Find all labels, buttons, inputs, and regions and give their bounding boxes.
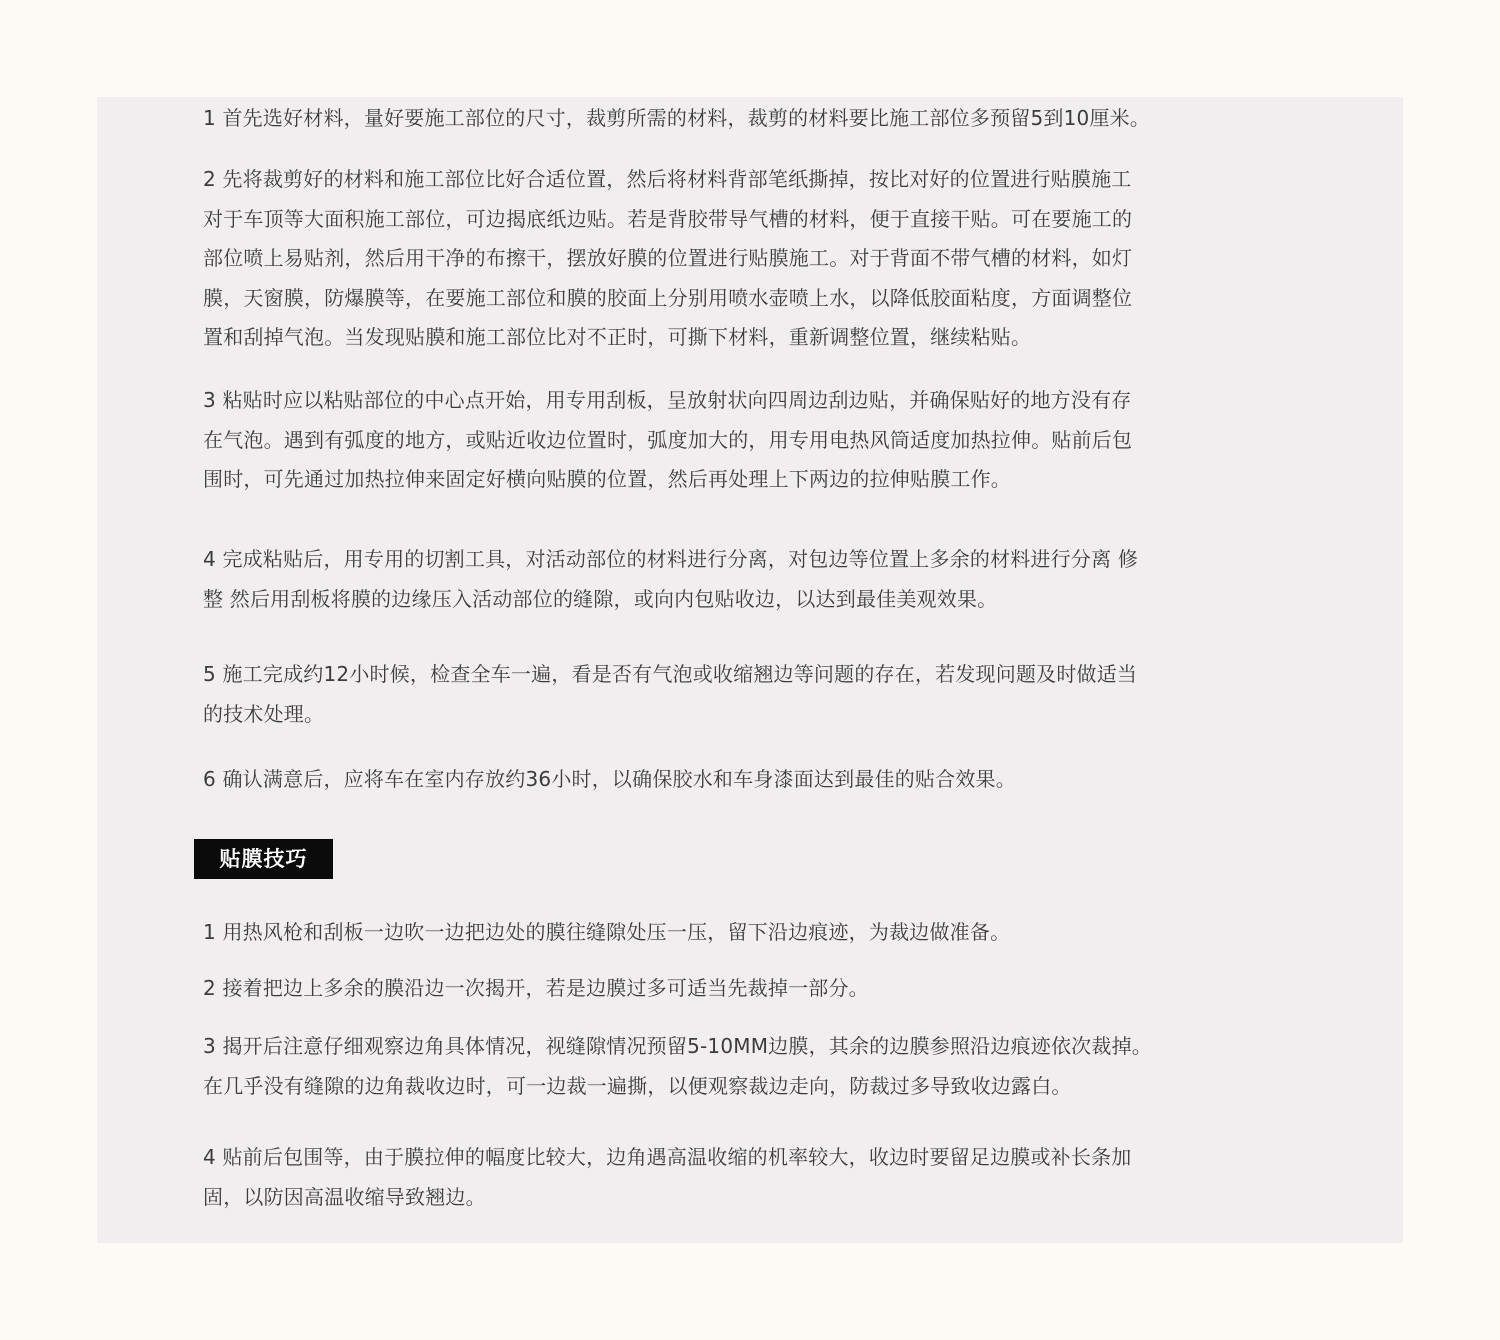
tip-4: 4 贴前后包围等，由于膜拉伸的幅度比较大，边角遇高温收缩的机率较大，收边时要留足边膜或补长条加 固，以防因高温收缩导致翘边。: [203, 1145, 1132, 1209]
tip-1: 1 用热风枪和刮板一边吹一边把边处的膜往缝隙处压一压，留下沿边痕迹，为裁边做准备。: [203, 920, 1011, 944]
step-3: 3 粘贴时应以粘贴部位的中心点开始，用专用刮板，呈放射状向四周边刮边贴，并确保贴好的地方没有存 在气泡。遇到有弧度的地方，或贴近收边位置时，弧度加大的，用专用电热风筒适度加热拉伸。贴前后包 围时，可先通过加热拉伸来固定好横向贴膜的位置，然后再处理上下两边的拉伸贴膜工作。: [203, 388, 1133, 491]
step-2: 2 先将裁剪好的材料和施工部位比好合适位置，然后将材料背部笔纸撕掉，按比对好的位置进行贴膜施工 对于车顶等大面积施工部位，可边揭底纸边贴。若是背胶带导气槽的材料，便于直接干贴。可在要施工的 部位喷上易贴剂，然后用干净的布擦干，摆放好膜的位置进行贴膜施工。对于背面不带气槽的材料，如灯 膜，天窗膜，防爆膜等，在要施工部位和膜的胶面上分别用喷水壶喷上水，以降低胶面粘度，方面调整位 置和刮掉气泡。当发现贴膜和施工部位比对不正时，可撕下材料，重新调整位置，继续粘贴。: [203, 167, 1133, 349]
content-panel: [97, 97, 1403, 1243]
step-4: 4 完成粘贴后，用专用的切割工具，对活动部位的材料进行分离，对包边等位置上多余的材料进行分离 修 整 然后用刮板将膜的边缘压入活动部位的缝隙，或向内包贴收边，以达到最佳美观效果。: [203, 547, 1139, 611]
tip-3: 3 揭开后注意仔细观察边角具体情况，视缝隙情况预留5-10MM边膜，其余的边膜参照沿边痕迹依次裁掉。 在几乎没有缝隙的边角裁收边时，可一边裁一遍撕，以便观察裁边走向，防裁过多导致收边露白。: [203, 1034, 1152, 1098]
tip-2: 2 接着把边上多余的膜沿边一次揭开，若是边膜过多可适当先裁掉一部分。: [203, 976, 869, 1000]
step-5: 5 施工完成约12小时候，检查全车一遍，看是否有气泡或收缩翘边等问题的存在，若发现问题及时做适当 的技术处理。: [203, 662, 1138, 726]
step-1: 1 首先选好材料，量好要施工部位的尺寸，裁剪所需的材料，裁剪的材料要比施工部位多预留5到10厘米。: [203, 106, 1151, 130]
tips-heading: 贴膜技巧: [194, 839, 333, 879]
step-6: 6 确认满意后，应将车在室内存放约36小时，以确保胶水和车身漆面达到最佳的贴合效果。: [203, 767, 1016, 791]
